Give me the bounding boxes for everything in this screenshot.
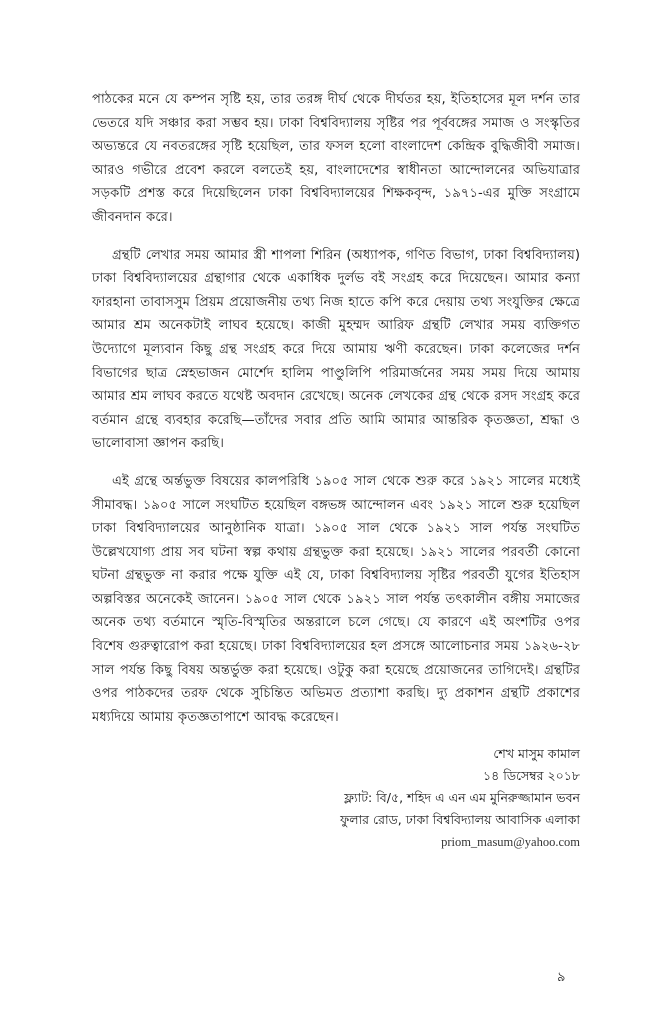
address-line-2: ফুলার রোড, ঢাকা বিশ্ববিদ্যালয় আবাসিক এলাকা [340,812,580,828]
paragraph-1: পাঠকের মনে যে কম্পন সৃষ্টি হয়, তার তরঙ্গ দীর্ঘ থেকে দীর্ঘতর হয়, ইতিহাসের মূল দর্শন তার ভেতরে যদি সঞ্চার করা সম্ভব হয়। ঢাকা বিশ্ববিদ্যালয় সৃষ্টির পর পূর্ববঙ্গের সমাজ ও সংস্কৃতির অভ্যন্তরে যে নবতরঙ্গের সৃষ্টি হয়েছিল, তার ফসল হলো বাংলাদেশ কেন্দ্রিক বুদ্ধিজীবী সমাজ। আরও গভীরে প্রবেশ করলে বলতেই হয়, বাংলাদেশের স্বাধীনতা আন্দোলনের অভিযাত্রার সড়কটি প্রশস্ত করে দিয়েছিলেন ঢাকা বিশ্ববিদ্যালয়ের শিক্ষকবৃন্দ, ১৯৭১-এর মুক্তি সংগ্রামে জীবনদান করে। [92,92,580,225]
document-page [92,88,580,853]
paragraph-2: গ্রন্থটি লেখার সময় আমার স্ত্রী শাপলা শিরিন (অধ্যাপক, গণিত বিভাগ, ঢাকা বিশ্ববিদ্যালয়) ঢাকা বিশ্ববিদ্যালয়ের গ্রন্থাগার থেকে একাধিক দুর্লভ বই সংগ্রহ করে দিয়েছেন। আমার কন্যা ফারহানা তাবাসসুম প্রিয়ম প্রয়োজনীয় তথ্য নিজ হাতে কপি করে দেয়ায় তথ্য সংযুক্তির ক্ষেত্রে আমার শ্রম অনেকটাই লাঘব হয়েছে। কাজী মুহম্মদ আরিফ গ্রন্থটি লেখার সময় ব্যক্তিগত উদ্যোগে মূল্যবান কিছু গ্রন্থ সংগ্রহ করে দিয়ে আমায় ঋণী করেছেন। ঢাকা কলেজের দর্শন বিভাগের ছাত্র স্নেহভাজন মোর্শেদ হালিম পাণ্ডুলিপি পরিমার্জনের সময় সময় দিয়ে আমায় আমার শ্রম লাঘব করতে যথেষ্ট অবদান রেখেছে। অনেক লেখকের গ্রন্থ থেকে রসদ সংগ্রহ করে বর্তমান গ্রন্থে ব্যবহার করেছি—তাঁদের সবার প্রতি আমি আমার আন্তরিক কৃতজ্ঞতা, শ্রদ্ধা ও ভালোবাসা জ্ঞাপন করছি। [92,247,580,452]
page-number: ৯ [557,970,566,985]
email-address: priom_masum@yahoo.com [441,835,580,850]
author-name: শেখ মাসুম কামাল [493,746,580,762]
paragraph-3: এই গ্রন্থে অর্ন্তভুক্ত বিষয়ের কালপরিধি ১৯০৫ সাল থেকে শুরু করে ১৯২১ সালের মধ্যেই সীমাবদ্ধ। ১৯০৫ সালে সংঘটিত হয়েছিল বঙ্গভঙ্গ আন্দোলন এবং ১৯২১ সালে শুরু হয়েছিল ঢাকা বিশ্ববিদ্যালয়ের আনুষ্ঠানিক যাত্রা। ১৯০৫ সাল থেকে ১৯২১ সাল পর্যন্ত সংঘটিত উল্লেখযোগ্য প্রায় সব ঘটনা স্বল্প কথায় গ্রন্থভুক্ত করা হয়েছে। ১৯২১ সালের পরবর্তী কোনো ঘটনা গ্রন্থভুক্ত না করার পক্ষে যুক্তি এই যে, ঢাকা বিশ্ববিদ্যালয় সৃষ্টির পরবর্তী যুগের ইতিহাস অল্পবিস্তর অনেকেই জানেন। ১৯০৫ সাল থেকে ১৯২১ সাল পর্যন্ত তৎকালীন বঙ্গীয় সমাজের অনেক তথ্য বর্তমানে স্মৃতি-বিস্মৃতির অন্তরালে চলে গেছে। যে কারণে এই অংশটির ওপর বিশেষ গুরুত্বারোপ করা হয়েছে। ঢাকা বিশ্ববিদ্যালয়ের হল প্রসঙ্গে আলোচনার সময় ১৯২৬-২৮ সাল পর্যন্ত কিছু বিষয় অন্তর্ভুক্ত করা হয়েছে। ওটুকু করা হয়েছে প্রয়োজনের তাগিদেই। গ্রন্থটির ওপর পাঠকদের তরফ থেকে সুচিন্তিত অভিমত প্রত্যাশা করছি। দ্যু প্রকাশন গ্রন্থটি প্রকাশের মধ্যদিয়ে আমায় কৃতজ্ঞতাপাশে আবদ্ধ করেছেন। [92,473,580,725]
signature-block [92,743,580,853]
signature-date: ১৪ ডিসেম্বর ২০১৮ [483,768,580,784]
address-line-1: ফ্ল্যাট: বি/৫, শহিদ এ এন এম মুনিরুজ্জামান ভবন [344,790,580,806]
